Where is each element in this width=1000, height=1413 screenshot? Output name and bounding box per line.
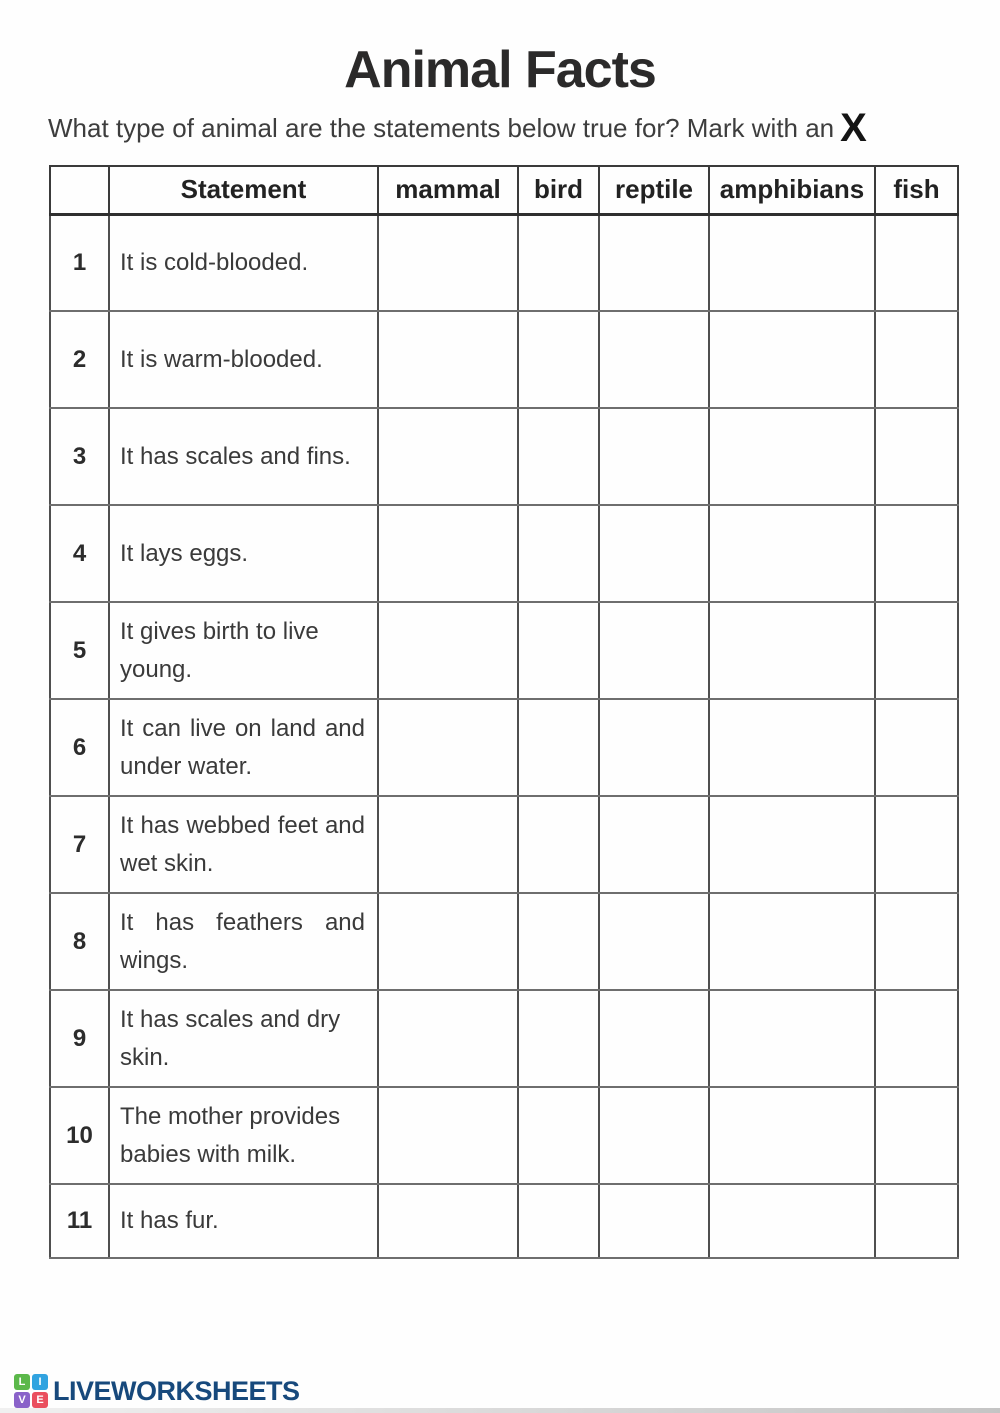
answer-cell-mammal[interactable] — [378, 1184, 518, 1258]
answer-cell-bird[interactable] — [518, 893, 599, 990]
answer-cell-fish[interactable] — [875, 602, 958, 699]
header-mammal: mammal — [378, 166, 518, 214]
answer-cell-fish[interactable] — [875, 505, 958, 602]
statement-text: It is warm-blooded. — [109, 311, 378, 408]
answer-cell-amphibians[interactable] — [709, 990, 875, 1087]
header-reptile: reptile — [599, 166, 709, 214]
table-row — [50, 311, 958, 408]
answer-cell-bird[interactable] — [518, 699, 599, 796]
table-row — [50, 1184, 958, 1258]
page-title: Animal Facts — [344, 41, 656, 99]
answer-cell-mammal[interactable] — [378, 990, 518, 1087]
table-row — [50, 893, 958, 990]
answer-cell-reptile[interactable] — [599, 990, 709, 1087]
answer-cell-fish[interactable] — [875, 990, 958, 1087]
statement-text: It is cold-blooded. — [109, 214, 378, 311]
answer-cell-fish[interactable] — [875, 1087, 958, 1184]
answer-cell-bird[interactable] — [518, 505, 599, 602]
answer-cell-fish[interactable] — [875, 214, 958, 311]
answer-cell-bird[interactable] — [518, 796, 599, 893]
logo-square-i: I — [32, 1374, 48, 1390]
row-number: 5 — [50, 602, 109, 699]
answer-cell-reptile[interactable] — [599, 699, 709, 796]
row-number: 6 — [50, 699, 109, 796]
table-row — [50, 505, 958, 602]
answer-cell-fish[interactable] — [875, 408, 958, 505]
page-bottom-edge — [0, 1408, 1000, 1413]
answer-cell-amphibians[interactable] — [709, 699, 875, 796]
answer-cell-reptile[interactable] — [599, 796, 709, 893]
answer-cell-fish[interactable] — [875, 311, 958, 408]
answer-cell-amphibians[interactable] — [709, 1087, 875, 1184]
answer-cell-bird[interactable] — [518, 311, 599, 408]
answer-cell-amphibians[interactable] — [709, 408, 875, 505]
row-number: 2 — [50, 311, 109, 408]
answer-cell-reptile[interactable] — [599, 602, 709, 699]
answer-cell-mammal[interactable] — [378, 893, 518, 990]
answer-cell-mammal[interactable] — [378, 505, 518, 602]
table-row — [50, 990, 958, 1087]
answer-cell-mammal[interactable] — [378, 408, 518, 505]
answer-cell-bird[interactable] — [518, 990, 599, 1087]
statement-text: It gives birth to live young. — [109, 602, 378, 699]
answer-cell-mammal[interactable] — [378, 311, 518, 408]
row-number: 4 — [50, 505, 109, 602]
answer-cell-fish[interactable] — [875, 699, 958, 796]
instructions — [48, 106, 978, 151]
table-row — [50, 214, 958, 311]
table-header-row — [50, 166, 958, 214]
answer-cell-fish[interactable] — [875, 893, 958, 990]
answer-cell-amphibians[interactable] — [709, 893, 875, 990]
statement-text: It has scales and fins. — [109, 408, 378, 505]
row-number: 3 — [50, 408, 109, 505]
liveworksheets-logo[interactable] — [14, 1374, 300, 1408]
statement-text: It has scales and dry skin. — [109, 990, 378, 1087]
row-number: 8 — [50, 893, 109, 990]
logo-square-l: L — [14, 1374, 30, 1390]
answer-cell-amphibians[interactable] — [709, 505, 875, 602]
answer-cell-reptile[interactable] — [599, 1087, 709, 1184]
answer-cell-mammal[interactable] — [378, 699, 518, 796]
instructions-text: What type of animal are the statements below true for? Mark with an — [48, 113, 835, 143]
answer-cell-fish[interactable] — [875, 796, 958, 893]
answer-cell-bird[interactable] — [518, 1087, 599, 1184]
answer-cell-reptile[interactable] — [599, 214, 709, 311]
answer-cell-reptile[interactable] — [599, 1184, 709, 1258]
statement-text: It has webbed feet and wet skin. — [109, 796, 378, 893]
header-number-cell — [50, 166, 109, 214]
answer-cell-bird[interactable] — [518, 214, 599, 311]
row-number: 7 — [50, 796, 109, 893]
logo-square-e: E — [32, 1392, 48, 1408]
logo-square-v: V — [14, 1392, 30, 1408]
answer-cell-mammal[interactable] — [378, 602, 518, 699]
answer-cell-mammal[interactable] — [378, 214, 518, 311]
answer-cell-amphibians[interactable] — [709, 602, 875, 699]
row-number: 1 — [50, 214, 109, 311]
answer-cell-reptile[interactable] — [599, 408, 709, 505]
statement-text: It can live on land and under water. — [109, 699, 378, 796]
table-row — [50, 602, 958, 699]
liveworksheets-logo-icon — [14, 1374, 48, 1408]
answer-cell-amphibians[interactable] — [709, 311, 875, 408]
answer-cell-mammal[interactable] — [378, 1087, 518, 1184]
answer-cell-mammal[interactable] — [378, 796, 518, 893]
row-number: 11 — [50, 1184, 109, 1258]
answer-cell-amphibians[interactable] — [709, 1184, 875, 1258]
statement-text: It has feathers and wings. — [109, 893, 378, 990]
answer-cell-bird[interactable] — [518, 602, 599, 699]
answer-cell-bird[interactable] — [518, 408, 599, 505]
header-statement: Statement — [109, 166, 378, 214]
answer-cell-reptile[interactable] — [599, 893, 709, 990]
table-row — [50, 796, 958, 893]
table-row — [50, 408, 958, 505]
answer-cell-reptile[interactable] — [599, 505, 709, 602]
row-number: 9 — [50, 990, 109, 1087]
statement-text: It lays eggs. — [109, 505, 378, 602]
answer-cell-amphibians[interactable] — [709, 796, 875, 893]
header-fish: fish — [875, 166, 958, 214]
row-number: 10 — [50, 1087, 109, 1184]
header-bird: bird — [518, 166, 599, 214]
brand-text: LIVEWORKSHEETS — [53, 1375, 300, 1406]
answer-cell-bird[interactable] — [518, 1184, 599, 1258]
animal-facts-table — [49, 165, 959, 1259]
table-row — [50, 1087, 958, 1184]
statement-text: The mother provides babies with milk. — [109, 1087, 378, 1184]
answer-cell-amphibians[interactable] — [709, 214, 875, 311]
statement-text: It has fur. — [109, 1184, 378, 1258]
header-amphibians: amphibians — [709, 166, 875, 214]
table-row — [50, 699, 958, 796]
mark-x-symbol: X — [840, 106, 867, 150]
answer-cell-fish[interactable] — [875, 1184, 958, 1258]
answer-cell-reptile[interactable] — [599, 311, 709, 408]
